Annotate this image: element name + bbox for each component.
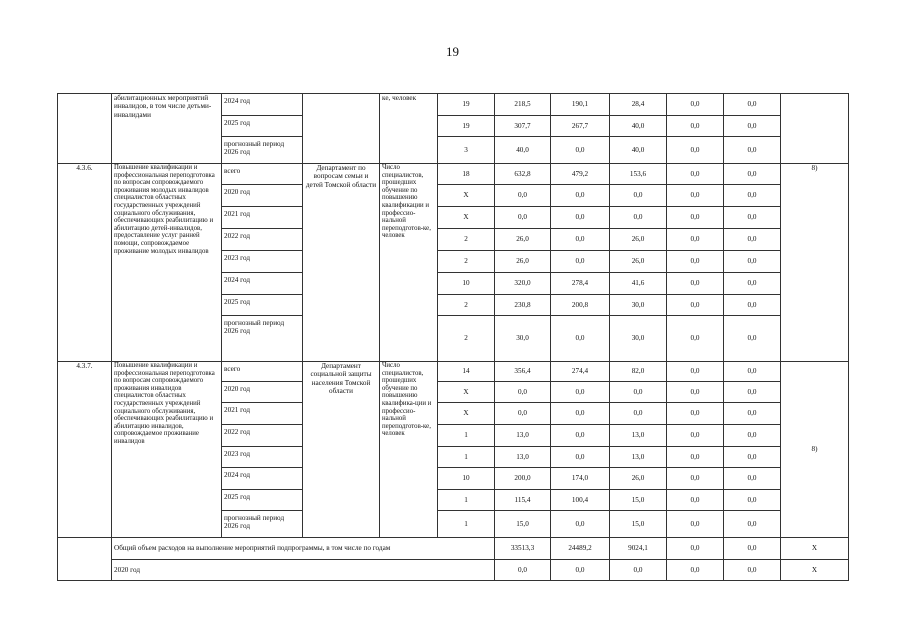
- federal-cell: 274,4: [551, 362, 610, 382]
- federal-cell: 200,8: [551, 295, 610, 316]
- qty-cell: 2: [438, 251, 495, 273]
- other-cell: 0,0: [724, 425, 781, 447]
- row-number-cell: [58, 94, 112, 164]
- municipal-cell: 0,0: [667, 490, 724, 511]
- qty-cell: 19: [438, 94, 495, 116]
- executor-cell: Департамент социальной защиты населения Томской области: [303, 362, 380, 538]
- qty-cell: 10: [438, 468, 495, 490]
- total-cell: 26,0: [495, 229, 551, 251]
- federal-cell: 174,0: [551, 468, 610, 490]
- total-cell: 13,0: [495, 447, 551, 468]
- qty-cell: 1: [438, 490, 495, 511]
- municipal-cell: 0,0: [667, 316, 724, 362]
- indicator-cell: Число специалистов, прошедших обучение по повышению квалификации и профессио-нальной переподготов-ке, человек: [380, 164, 438, 362]
- total-cell: 13,0: [495, 425, 551, 447]
- other-cell: 0,0: [724, 511, 781, 538]
- page-number: 19: [446, 44, 459, 59]
- other-cell: 0,0: [724, 164, 781, 185]
- municipal-cell: 0,0: [667, 229, 724, 251]
- year-cell: 2022 год: [222, 229, 303, 251]
- other-cell: 0,0: [724, 490, 781, 511]
- total-cell: 320,0: [495, 273, 551, 295]
- regional-cell: 40,0: [610, 137, 667, 164]
- qty-cell: 2: [438, 229, 495, 251]
- regional-cell: 0,0: [610, 382, 667, 403]
- total-cell: 200,0: [495, 468, 551, 490]
- measure-description: Повышение квалификации и профессиональная переподготовка по вопросам сопровождаемого проживания молодых инвалидов специалистов областных государственных учреждений социального обслуживания, обеспечивающих реабилитацию и абилитацию детей-инвалидов, предоставление услуг ранней помощи, сопровождаемое проживание молодых инвалидов: [112, 164, 222, 362]
- regional-cell: 13,0: [610, 425, 667, 447]
- executor-cell: [303, 94, 380, 164]
- total-cell: 0,0: [495, 185, 551, 207]
- measure-description: абилитационных мероприятий инвалидов, в том числе детьми-инвалидами: [112, 94, 222, 164]
- year-cell: 2024 год: [222, 273, 303, 295]
- summary-year-label: 2020 год: [112, 560, 495, 581]
- note-cell: [781, 94, 849, 164]
- summary-year-municipal: 0,0: [667, 560, 724, 581]
- qty-cell: 1: [438, 511, 495, 538]
- summary-year-note: X: [781, 560, 849, 581]
- qty-cell: X: [438, 403, 495, 425]
- executor-cell: Департамент по вопросам семьи и детей Томской области: [303, 164, 380, 362]
- regional-cell: 15,0: [610, 511, 667, 538]
- total-cell: 0,0: [495, 207, 551, 229]
- federal-cell: 0,0: [551, 185, 610, 207]
- summary-note: X: [781, 538, 849, 560]
- federal-cell: 0,0: [551, 137, 610, 164]
- regional-cell: 26,0: [610, 229, 667, 251]
- year-cell: прогнозный период 2026 год: [222, 511, 303, 538]
- total-cell: 0,0: [495, 382, 551, 403]
- year-cell: 2024 год: [222, 94, 303, 116]
- qty-cell: 1: [438, 447, 495, 468]
- municipal-cell: 0,0: [667, 137, 724, 164]
- qty-cell: 18: [438, 164, 495, 185]
- qty-cell: 2: [438, 295, 495, 316]
- municipal-cell: 0,0: [667, 468, 724, 490]
- year-cell: прогнозный период 2026 год: [222, 137, 303, 164]
- federal-cell: 0,0: [551, 207, 610, 229]
- summary-label: Общий объем расходов на выполнение мероприятий подпрограммы, в том числе по годам: [112, 538, 495, 560]
- qty-cell: 2: [438, 316, 495, 362]
- municipal-cell: 0,0: [667, 511, 724, 538]
- regional-cell: 28,4: [610, 94, 667, 116]
- federal-cell: 0,0: [551, 251, 610, 273]
- summary-municipal: 0,0: [667, 538, 724, 560]
- regional-cell: 153,6: [610, 164, 667, 185]
- year-cell: 2025 год: [222, 116, 303, 137]
- total-cell: 218,5: [495, 94, 551, 116]
- year-cell: 2021 год: [222, 403, 303, 425]
- total-cell: 0,0: [495, 403, 551, 425]
- measure-description: Повышение квалификации и профессиональная переподготовка по вопросам сопровождаемого проживания инвалидов специалистов областных государственных учреждений социального обслуживания, обеспечивающих реабилитацию и абилитацию инвалидов, сопровождаемое проживание инвалидов: [112, 362, 222, 538]
- regional-cell: 30,0: [610, 316, 667, 362]
- regional-cell: 41,6: [610, 273, 667, 295]
- municipal-cell: 0,0: [667, 116, 724, 137]
- federal-cell: 267,7: [551, 116, 610, 137]
- regional-cell: 0,0: [610, 207, 667, 229]
- regional-cell: 30,0: [610, 295, 667, 316]
- qty-cell: 1: [438, 425, 495, 447]
- municipal-cell: 0,0: [667, 362, 724, 382]
- summary-regional: 9024,1: [610, 538, 667, 560]
- municipal-cell: 0,0: [667, 185, 724, 207]
- year-cell: 2020 год: [222, 382, 303, 403]
- other-cell: 0,0: [724, 229, 781, 251]
- summary-year-total: 0,0: [495, 560, 551, 581]
- note-cell: 8): [781, 362, 849, 538]
- other-cell: 0,0: [724, 447, 781, 468]
- municipal-cell: 0,0: [667, 425, 724, 447]
- year-cell: прогнозный период 2026 год: [222, 316, 303, 362]
- summary-year-other: 0,0: [724, 560, 781, 581]
- total-cell: 15,0: [495, 511, 551, 538]
- regional-cell: 0,0: [610, 403, 667, 425]
- regional-cell: 13,0: [610, 447, 667, 468]
- qty-cell: 19: [438, 116, 495, 137]
- year-cell: 2024 год: [222, 468, 303, 490]
- summary-other: 0,0: [724, 538, 781, 560]
- note-cell: 8): [781, 164, 849, 362]
- year-cell: 2025 год: [222, 490, 303, 511]
- federal-cell: 479,2: [551, 164, 610, 185]
- regional-cell: 15,0: [610, 490, 667, 511]
- federal-cell: 278,4: [551, 273, 610, 295]
- summary-total: 33513,3: [495, 538, 551, 560]
- other-cell: 0,0: [724, 116, 781, 137]
- regional-cell: 40,0: [610, 116, 667, 137]
- total-cell: 356,4: [495, 362, 551, 382]
- total-cell: 632,8: [495, 164, 551, 185]
- qty-cell: 14: [438, 362, 495, 382]
- municipal-cell: 0,0: [667, 447, 724, 468]
- municipal-cell: 0,0: [667, 382, 724, 403]
- qty-cell: X: [438, 382, 495, 403]
- total-cell: 307,7: [495, 116, 551, 137]
- regional-cell: 26,0: [610, 468, 667, 490]
- other-cell: 0,0: [724, 316, 781, 362]
- other-cell: 0,0: [724, 295, 781, 316]
- municipal-cell: 0,0: [667, 207, 724, 229]
- municipal-cell: 0,0: [667, 295, 724, 316]
- qty-cell: 10: [438, 273, 495, 295]
- row-number-cell: 4.3.7.: [58, 362, 112, 538]
- other-cell: 0,0: [724, 207, 781, 229]
- regional-cell: 82,0: [610, 362, 667, 382]
- row-number-cell: [58, 538, 112, 581]
- other-cell: 0,0: [724, 468, 781, 490]
- regional-cell: 0,0: [610, 185, 667, 207]
- total-cell: 26,0: [495, 251, 551, 273]
- federal-cell: 0,0: [551, 382, 610, 403]
- municipal-cell: 0,0: [667, 403, 724, 425]
- year-cell: 2021 год: [222, 207, 303, 229]
- other-cell: 0,0: [724, 137, 781, 164]
- federal-cell: 0,0: [551, 447, 610, 468]
- other-cell: 0,0: [724, 382, 781, 403]
- other-cell: 0,0: [724, 273, 781, 295]
- indicator-cell: Число специалистов, прошедших обучение по повышению квалифика-ции и профессио-нальной переподготов-ке, человек: [380, 362, 438, 538]
- other-cell: 0,0: [724, 362, 781, 382]
- federal-cell: 0,0: [551, 425, 610, 447]
- year-cell: 2020 год: [222, 185, 303, 207]
- regional-cell: 26,0: [610, 251, 667, 273]
- year-cell: 2022 год: [222, 425, 303, 447]
- federal-cell: 0,0: [551, 316, 610, 362]
- other-cell: 0,0: [724, 251, 781, 273]
- qty-cell: X: [438, 185, 495, 207]
- other-cell: 0,0: [724, 94, 781, 116]
- summary-year-regional: 0,0: [610, 560, 667, 581]
- total-cell: 30,0: [495, 316, 551, 362]
- year-cell: 2023 год: [222, 251, 303, 273]
- qty-cell: X: [438, 207, 495, 229]
- qty-cell: 3: [438, 137, 495, 164]
- federal-cell: 100,4: [551, 490, 610, 511]
- row-number-cell: 4.3.6.: [58, 164, 112, 362]
- municipal-cell: 0,0: [667, 164, 724, 185]
- other-cell: 0,0: [724, 185, 781, 207]
- indicator-cell: ке, человек: [380, 94, 438, 164]
- federal-cell: 0,0: [551, 511, 610, 538]
- municipal-cell: 0,0: [667, 251, 724, 273]
- total-cell: 40,0: [495, 137, 551, 164]
- year-cell: 2025 год: [222, 295, 303, 316]
- municipal-cell: 0,0: [667, 273, 724, 295]
- federal-cell: 190,1: [551, 94, 610, 116]
- total-cell: 115,4: [495, 490, 551, 511]
- summary-federal: 24489,2: [551, 538, 610, 560]
- subprogram-expenses-table: [57, 93, 849, 581]
- federal-cell: 0,0: [551, 229, 610, 251]
- federal-cell: 0,0: [551, 403, 610, 425]
- year-cell: всего: [222, 362, 303, 382]
- summary-year-federal: 0,0: [551, 560, 610, 581]
- other-cell: 0,0: [724, 403, 781, 425]
- total-cell: 230,8: [495, 295, 551, 316]
- year-cell: 2023 год: [222, 447, 303, 468]
- year-cell: всего: [222, 164, 303, 185]
- municipal-cell: 0,0: [667, 94, 724, 116]
